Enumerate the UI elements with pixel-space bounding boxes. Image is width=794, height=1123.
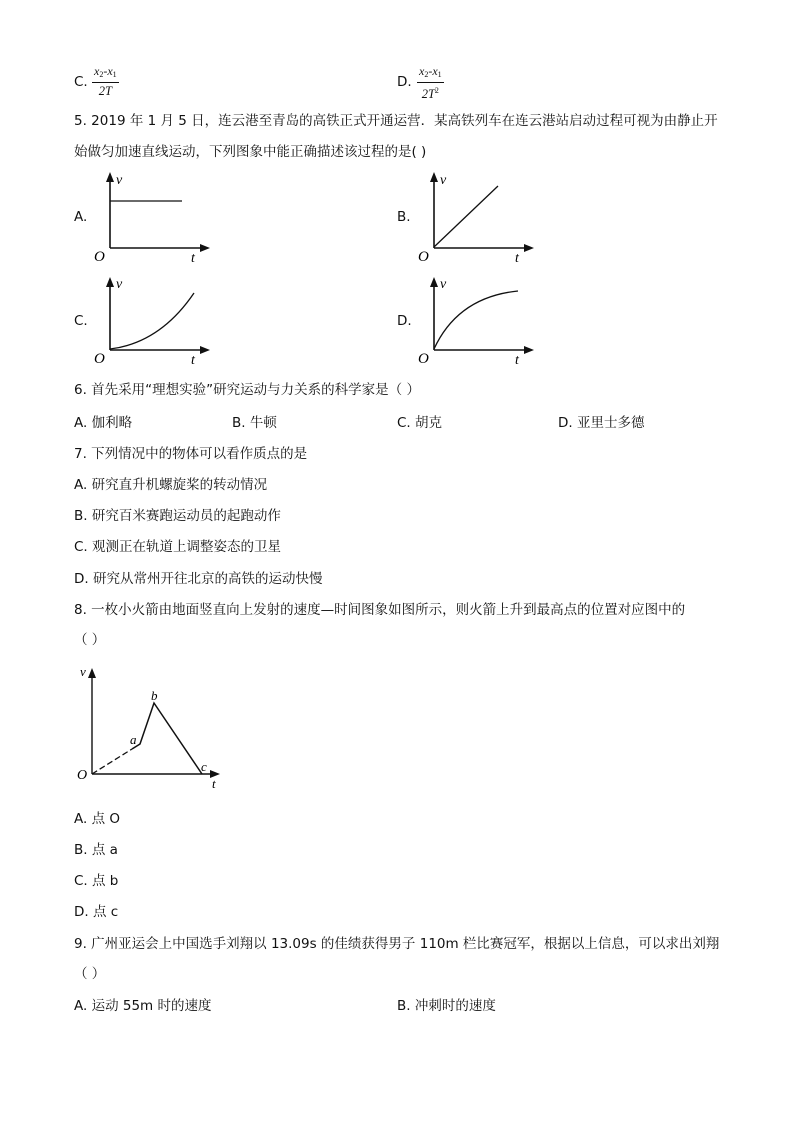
q9-stem-line1: 9. 广州亚运会上中国选手刘翔以 13.09s 的佳绩获得男子 110m 栏比赛冠军，根据以上信息，可以求出刘翔 bbox=[74, 936, 720, 952]
q8-vt-graph bbox=[74, 660, 234, 795]
q5-stem-line2: 始做匀加速直线运动，下列图象中能正确描述该过程的是( ) bbox=[74, 144, 427, 160]
q4-option-c-label: C. bbox=[74, 74, 88, 90]
q4-option-c-fraction: $\frac{x_2-x_1}{2T}$ bbox=[94, 64, 117, 98]
q7-option-b: B. 研究百米赛跑运动员的起跑动作 bbox=[74, 508, 281, 524]
q9-stem-line2: （ ） bbox=[74, 966, 106, 982]
axis-v-label: v bbox=[116, 277, 123, 292]
q6-option-c: C. 胡克 bbox=[397, 415, 443, 431]
axis-v-label: v bbox=[80, 664, 86, 679]
axis-t-label: t bbox=[191, 353, 195, 368]
origin-label: O bbox=[418, 249, 429, 264]
q6-option-b: B. 牛顿 bbox=[232, 415, 277, 431]
q5-option-c-label: C. bbox=[74, 313, 88, 329]
point-c-label: c bbox=[201, 759, 207, 774]
axis-t-label: t bbox=[515, 251, 519, 264]
q7-option-d: D. 研究从常州开往北京的高铁的运动快慢 bbox=[74, 571, 323, 587]
q4-option-d-fraction: $\frac{x_2-x_1}{2T^2}$ bbox=[419, 64, 442, 101]
axis-t-label: t bbox=[191, 251, 195, 264]
q8-option-d: D. 点 c bbox=[74, 904, 119, 920]
q6-option-d: D. 亚里士多德 bbox=[558, 415, 645, 431]
q5-graph-b bbox=[414, 168, 544, 264]
q4-option-d-label: D. bbox=[397, 74, 412, 90]
q8-option-a: A. 点 O bbox=[74, 811, 120, 827]
q5-graph-a bbox=[90, 168, 220, 264]
axis-t-label: t bbox=[212, 776, 216, 791]
q7-option-a: A. 研究直升机螺旋桨的转动情况 bbox=[74, 477, 268, 493]
q5-graph-d bbox=[414, 273, 544, 369]
q5-stem-line1: 5. 2019 年 1 月 5 日，连云港至青岛的高铁正式开通运营．某高铁列车在连云港站启动过程可视为由静止开 bbox=[74, 113, 718, 129]
q9-option-a: A. 运动 55m 时的速度 bbox=[74, 998, 212, 1014]
origin-label: O bbox=[77, 768, 88, 783]
q5-option-b-label: B. bbox=[397, 209, 411, 225]
axis-v-label: v bbox=[116, 173, 123, 188]
q5-graph-c bbox=[90, 273, 220, 369]
origin-label: O bbox=[94, 249, 105, 264]
axis-t-label: t bbox=[515, 353, 519, 368]
q8-stem-line1: 8. 一枚小火箭由地面竖直向上发射的速度—时间图象如图所示，则火箭上升到最高点的位置对应图中的 bbox=[74, 602, 686, 618]
q5-option-d-label: D. bbox=[397, 313, 412, 329]
q8-option-b: B. 点 a bbox=[74, 842, 118, 858]
q5-option-a-label: A. bbox=[74, 209, 88, 225]
q6-option-a: A. 伽利略 bbox=[74, 415, 133, 431]
q8-stem-line2: （ ） bbox=[74, 632, 106, 648]
q8-option-c: C. 点 b bbox=[74, 873, 119, 889]
axis-v-label: v bbox=[440, 173, 447, 188]
q6-stem: 6. 首先采用“理想实验”研究运动与力关系的科学家是（ ） bbox=[74, 382, 420, 398]
origin-label: O bbox=[94, 351, 105, 367]
q7-stem: 7. 下列情况中的物体可以看作质点的是 bbox=[74, 446, 308, 462]
q7-option-c: C. 观测正在轨道上调整姿态的卫星 bbox=[74, 539, 282, 555]
axis-v-label: v bbox=[440, 277, 447, 292]
origin-label: O bbox=[418, 351, 429, 367]
point-a-label: a bbox=[130, 732, 137, 747]
q9-option-b: B. 冲刺时的速度 bbox=[397, 998, 496, 1014]
point-b-label: b bbox=[151, 688, 158, 703]
